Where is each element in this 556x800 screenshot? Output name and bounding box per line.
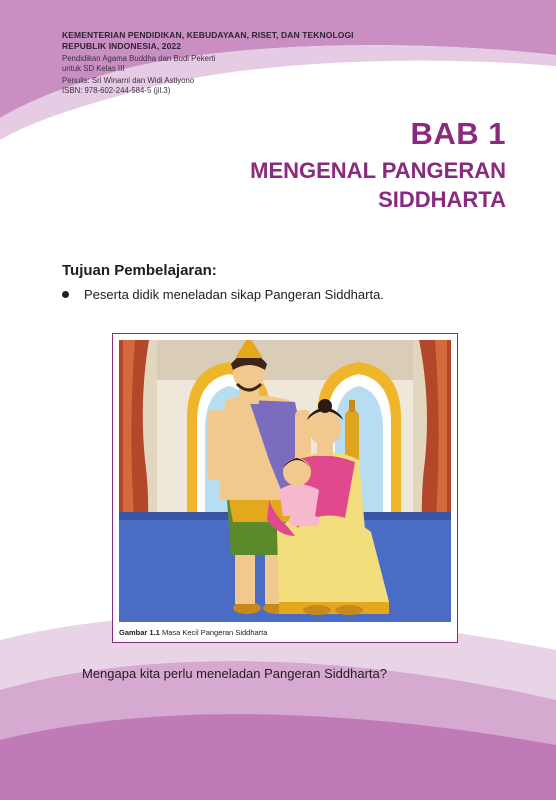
bullet-icon (62, 291, 69, 298)
publisher-line-1: KEMENTERIAN PENDIDIKAN, KEBUDAYAAN, RISET, DAN TEKNOLOGI (62, 30, 354, 40)
publisher-line-2: REPUBLIK INDONESIA, 2022 (62, 40, 182, 51)
isbn: ISBN: 978-602-244-584-5 (jil.3) (62, 85, 171, 95)
publisher-header (62, 30, 402, 95)
objective-item (62, 287, 384, 302)
authors: Penulis: Sri Winarni dan Widi Astiyono (62, 76, 195, 85)
chapter-number: BAB 1 (410, 116, 506, 151)
objectives-heading: Tujuan Pembelajaran: (62, 262, 217, 279)
objectives-list (62, 287, 384, 302)
figure-caption (119, 628, 267, 637)
figure-caption-text: Masa Kecil Pangeran Siddharta (159, 628, 268, 637)
book-grade: untuk SD Kelas III (62, 63, 125, 73)
objective-text: Peserta didik meneladan sikap Pangeran Siddharta. (84, 287, 384, 302)
figure-box (112, 333, 458, 643)
book-credits (62, 76, 402, 95)
publisher-name (62, 30, 402, 51)
figure-caption-label: Gambar 1.1 (119, 628, 160, 637)
chapter-title-line-1: MENGENAL PANGERAN (250, 158, 506, 183)
chapter-title-line-2: SIDDHARTA (378, 187, 506, 212)
reflection-question: Mengapa kita perlu meneladan Pangeran Siddharta? (82, 666, 387, 681)
siddharta-family-illustration (119, 340, 451, 622)
chapter-title (146, 156, 506, 214)
book-title: Pendidikan Agama Buddha dan Budi Pekerti (62, 54, 216, 63)
book-info (62, 54, 402, 73)
